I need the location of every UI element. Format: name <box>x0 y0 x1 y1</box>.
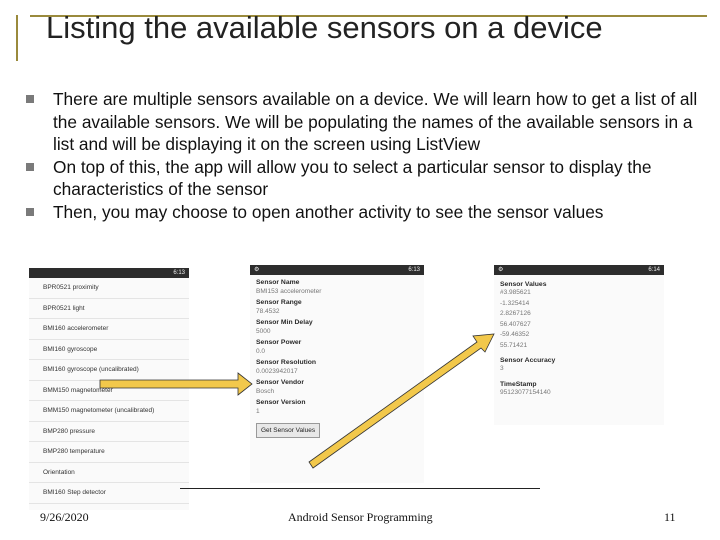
sensor-list-item[interactable]: BPR0521 light <box>29 299 189 320</box>
sensor-value: #3.985621 <box>500 289 531 296</box>
arrow-list-to-details <box>100 373 252 395</box>
sensor-value: 56.407627 <box>500 320 531 328</box>
field-value: 0.0023942017 <box>256 368 298 375</box>
sensor-value: -1.325414 <box>500 299 530 307</box>
field-label: Sensor Power <box>256 339 302 346</box>
timestamp-label: TimeStamp <box>500 380 537 388</box>
bullet-text: There are multiple sensors available on a device. We will learn how to get a list of all the available sensors. We will be populating the names of the available sensors in a list and will be displaying it on the screen using ListView <box>53 89 698 154</box>
field-label: Sensor Name <box>256 279 300 286</box>
field-value: 5000 <box>256 328 271 335</box>
values-label: Sensor Values <box>500 281 547 288</box>
settings-icon: ⚙ <box>498 267 504 273</box>
accuracy-value: 3 <box>500 365 504 372</box>
status-time: 6:13 <box>173 270 185 276</box>
footer-date: 9/26/2020 <box>40 510 89 524</box>
footer-title: Android Sensor Programming <box>288 510 433 524</box>
field-value: BMI153 accelerometer <box>256 288 322 295</box>
timestamp-value: 95123077154140 <box>500 388 551 396</box>
get-sensor-values-button[interactable]: Get Sensor Values <box>256 423 320 438</box>
sensor-value: -59.46352 <box>500 331 530 338</box>
sensor-value: 2.8267126 <box>500 310 531 317</box>
sensor-list-item[interactable]: BMM150 magnetometer (uncalibrated) <box>29 401 189 422</box>
field-label: Sensor Range <box>256 299 302 306</box>
field-value: Bosch <box>256 388 275 395</box>
sensor-value: 55.71421 <box>500 341 528 349</box>
field-value: 0.0 <box>256 348 266 355</box>
settings-icon: ⚙ <box>254 267 260 273</box>
arrow-body <box>100 373 252 395</box>
bullet-text: Then, you may choose to open another activity to see the sensor values <box>53 201 604 222</box>
sensor-list-item[interactable]: BPR0521 proximity <box>29 278 189 299</box>
footer-rule <box>180 488 540 489</box>
sensor-list-item[interactable]: Orientation <box>29 463 189 484</box>
sensor-list-item[interactable]: BMP280 pressure <box>29 422 189 443</box>
field-label: Sensor Version <box>256 399 306 406</box>
accuracy-label: Sensor Accuracy <box>500 357 556 364</box>
sensor-list-item[interactable]: BMP280 temperature <box>29 442 189 463</box>
field-value: 1 <box>256 408 260 415</box>
sensor-list-item[interactable]: BMI160 gyroscope (uncalibrated) <box>29 360 189 381</box>
bullet-text: On top of this, the app will allow you to select a particular sensor to display the characteristics of the sensor <box>53 156 652 199</box>
field-label: Sensor Vendor <box>256 379 304 386</box>
sensor-list-item[interactable]: BMM150 magnetometer <box>29 381 189 402</box>
field-value: 78.4532 <box>256 308 280 315</box>
page-number: 11 <box>664 510 676 524</box>
sensor-list-item[interactable]: BMI160 gyroscope <box>29 340 189 361</box>
status-time: 6:13 <box>408 267 420 273</box>
field-label: Sensor Min Delay <box>256 319 313 326</box>
status-time: 6:14 <box>648 267 660 273</box>
arrow-details-to-values <box>309 334 494 468</box>
slide-title: Listing the available sensors on a device <box>46 10 603 45</box>
sensor-list-item[interactable]: BMI160 accelerometer <box>29 319 189 340</box>
sensor-list-item[interactable]: BMI160 Step detector <box>29 483 189 504</box>
field-label: Sensor Resolution <box>256 359 317 366</box>
arrow-body <box>309 334 494 468</box>
